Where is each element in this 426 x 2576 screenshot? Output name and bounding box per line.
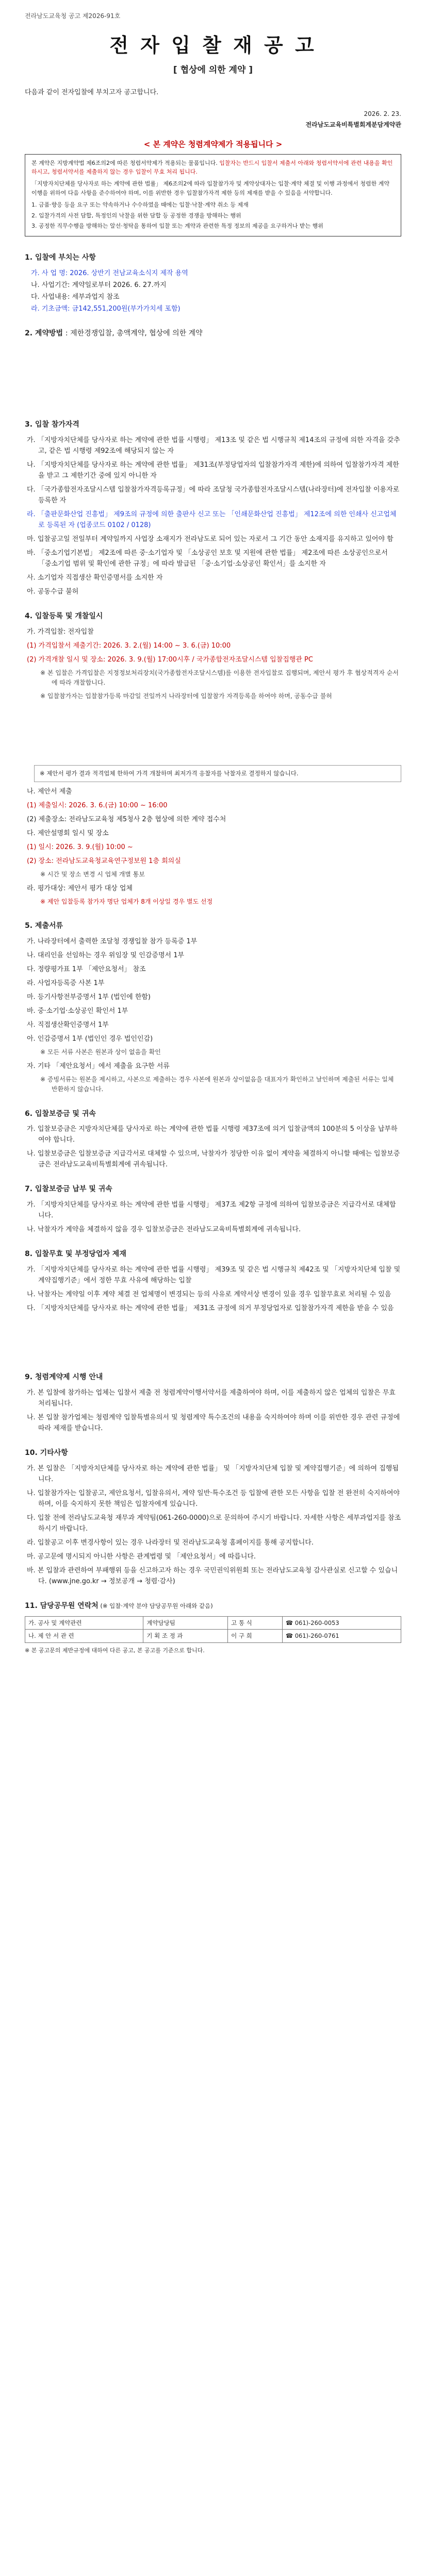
sec5-item: 바. 중·소기업·소상공인 확인서 1부 [27,1007,128,1015]
sec9-item: 가. 본 입찰에 참가하는 업체는 입찰서 제출 전 청렴계약이행서약서를 제출하여야 하며, 이를 제출하지 않은 업체의 입찰은 무효 처리됩니다. [27,1388,396,1408]
section-5-heading: 5. 제출서류 [25,922,63,930]
sec8-item: 가. 「지방자치단체를 당사자로 하는 계약에 관한 법률 시행령」 제39조 및 같은 법 시행규칙 제42조 및 「지방자치단체 입찰 및 계약집행기준」에서 정한 무효 사유에 해당하는 입찰 [27,1265,401,1284]
sec9-list [27,1387,401,1434]
sec3-list [27,435,401,598]
sec5-item: 라. 사업자등록증 사본 1부 [27,979,105,987]
sec5-item: 사. 직접생산확인증명서 1부 [27,1021,109,1029]
section-11-heading: 11. 담당공무원 연락처 (※ 입찰·계약 분야 담당공무원 아래와 같음) [25,1602,213,1611]
sec7-item: 나. 낙찰자가 계약을 체결하지 않을 경우 입찰보증금은 전라남도교육비특별회계에 귀속됩니다. [27,1226,301,1234]
sec7-item: 가. 「지방자치단체를 당사자로 하는 계약에 관한 법률 시행령」 제37조 제2항 규정에 의하여 입찰보증금은 지급각서로 대체합니다. [27,1201,396,1220]
contact-cell: 계약담당팀 [143,1616,228,1630]
sec5-item: 가. 나라장터에서 출력한 조달청 경쟁입찰 참가 등록증 1부 [27,937,198,945]
sec3-item: 사. 소기업자 직접생산 확인증명서를 소지한 자 [27,574,163,582]
sec4-note: ※ 입찰참가자는 입찰참가등록 마감일 전일까지 나라장터에 입찰참가 자격등록을 하여야 하며, 공동수급 불허 [40,692,332,700]
sec10-item: 마. 공고문에 명시되지 아니한 사항은 관계법령 및 「제안요청서」에 따릅니다. [27,1552,256,1561]
sec4-item: 다. 제안설명회 일시 및 장소 [27,829,109,838]
sec4-item: (2) 제출장소: 전라남도교육청 제5청사 2층 협상에 의한 계약 접수처 [27,816,226,824]
section-6-heading: 6. 입찰보증금 및 귀속 [25,1109,96,1118]
table-row [25,1630,401,1643]
sec3-item: 아. 공동수급 불허 [27,588,79,596]
integrity-banner: < 본 계약은 청렴계약제가 적용됩니다 > [143,140,283,149]
sec4-note: ※ 본 입찰은 가격입찰은 지정정보처리장치(국가종합전자조달시스템)를 이용한 전자입찰로 집행되며, 제안서 평가 후 협상적격자 순서에 따라 개찰합니다. [40,669,399,687]
notice-item: 1. 금품·향응 등을 요구 또는 약속하거나 수수하였을 때에는 입찰·낙찰·계약 취소 등 제재 [31,201,249,209]
sec4-box: ※ 제안서 평가 결과 적격업체 한하여 가격 개찰하며 최저가격 응찰자를 낙찰자로 결정하지 않습니다. [34,765,401,782]
notice-p1-red: 입찰자는 반드시 입찰서 제출서 아래와 청렴서약서에 관련 내용을 확인하시고, 청렴서약서를 제출하지 않는 경우 입찰이 무효 처리 됩니다. [31,159,393,176]
sec9-item: 나. 본 입찰 참가업체는 청렴계약 입찰특별유의서 및 청렴계약 특수조건의 내용을 숙지하여야 하며 이를 위반한 경우 관련 규정에 따라 제재를 받습니다. [27,1413,400,1432]
sec10-item: 나. 입찰참가자는 입찰공고, 제안요청서, 입찰유의서, 계약 일반·특수조건 등 입찰에 관한 모든 사항을 입찰 전 완전히 숙지하여야 하며, 이를 숙지하지 못한 책임은 입찰자에게 있습니다. [27,1489,400,1508]
sec4-note: ※ 시간 및 장소 변경 시 업체 개별 통보 [40,871,145,878]
page-subtitle: [ 협상에 의한 계약 ] [173,64,253,75]
sec3-item: 라. 「출판문화산업 진흥법」 제9조의 규정에 의한 출판사 신고 또는 「인쇄문화산업 진흥법」 제12조에 의한 인쇄사 신고업체로 등록된 자 (업종코드 0102 / 0128) [27,510,397,529]
table-row [25,1616,401,1630]
contract-method: : 제한경쟁입찰, 총액계약, 협상에 의한 계약 [65,329,203,338]
sec3-item: 마. 입찰공고일 전일부터 계약일까지 사업장 소재지가 전라남도로 되어 있는 자로서 그 기간 동안 소재지를 유지하고 있어야 함 [27,535,394,543]
sec4-item: (2) 가격개찰 일시 및 장소: 2026. 3. 9.(월) 17:00시후 / 국가종합전자조달시스템 입찰집행관 PC [27,655,313,664]
section-4-heading: 4. 입찰등록 및 개찰일시 [25,612,103,621]
sec5-note: ※ 모든 서류 사본은 원본과 상이 없음을 확인 [40,1048,161,1056]
sec10-item: 가. 본 입찰은 「지방자치단체를 당사자로 하는 계약에 관한 법률」 및 「지방자치단체 입찰 및 계약집행기준」에 의하여 집행됩니다. [27,1464,399,1483]
sec10-item: 바. 본 입찰과 관련하여 부패행위 등을 신고하고자 하는 경우 국민권익위원회 또는 전라남도교육청 감사관실로 신고할 수 있습니다. (www.jne.go.kr → 정보공개 → 청렴·감사) [27,1566,398,1586]
contact-cell: 기 획 조 정 과 [143,1630,228,1643]
sec4-item: 가. 가격입찰: 전자입찰 [27,628,94,636]
sec10-item: 라. 입찰공고 이후 변경사항이 있는 경우 나라장터 및 전라남도교육청 홈페이지를 통해 공지합니다. [27,1538,314,1547]
sec8-item: 다. 「지방자치단체를 당사자로 하는 계약에 관한 법률」 제31조 규정에 의거 부정당업자로 입찰참가자격 제한을 받을 수 있음 [27,1304,394,1313]
sec5-footnote: ※ 증빙서류는 원본을 제시하고, 사본으로 제출하는 경우 사본에 원본과 상이없음을 대표자가 확인하고 날인하며 제출된 서류는 일체 반환하지 않습니다. [40,1075,394,1093]
sec5-item: 아. 인감증명서 1부 (법인인 경우 법인인감) [27,1035,153,1043]
issuing-org: 전라남도교육비특별회계분담계약관 [305,121,401,128]
sec10-list [27,1463,401,1587]
sec6-item: 가. 입찰보증금은 지방자치단체를 당사자로 하는 계약에 관한 법률 시행령 제37조에 의거 입찰금액의 100분의 5 이상을 납부하여야 합니다. [27,1125,398,1144]
sec10-item: 다. 입찰 전에 전라남도교육청 재무과 계약팀(061-260-0000)으로 문의하여 주시기 바랍니다. 자세한 사항은 세부과업지를 참조하시기 바랍니다. [27,1514,401,1533]
sec1-row: 라. 기초금액: 금142,551,200원(부가가치세 포함) [31,305,181,313]
sec3-item: 가. 「지방자치단체를 당사자로 하는 계약에 관한 법률 시행령」 제13조 및 같은 법 시행규칙 제14조의 규정에 의한 자격을 갖추고, 같은 법 시행령 제92조에 해당되지 않는 자 [27,436,400,455]
section-9-heading: 9. 청렴계약제 시행 안내 [25,1373,103,1382]
sec1-row: 다. 사업내용: 세부과업지 참조 [31,293,120,301]
sec4-item: 나. 제안서 제출 [27,787,72,795]
notice-date: 2026. 2. 23. [364,110,401,117]
sec4-item: (1) 일시: 2026. 3. 9.(월) 10:00 ~ [27,843,133,852]
contact-cell: 이 구 희 [228,1630,283,1643]
contact-cell: ☎ 061)-260-0761 [282,1630,401,1643]
section-3-heading: 3. 입찰 참가자격 [25,420,79,429]
section-7-heading: 7. 입찰보증금 납부 및 귀속 [25,1185,112,1194]
section-1-heading: 1. 입찰에 부치는 사항 [25,253,96,262]
integrity-notice-box [25,154,401,237]
section-10-heading: 10. 기타사항 [25,1448,68,1457]
sec7-list [27,1199,401,1235]
sec3-item: 바. 「중소기업기본법」 제2조에 따른 중·소기업자 및 「소상공인 보호 및 지원에 관한 법률」 제2조에 따른 소상공인으로서 「중소기업 범위 및 확인에 관한 규정」에 따라 발급된 「중·소기업·소상공인 확인서」를 소지한 자 [27,549,388,568]
notice-item: 3. 공정한 직무수행을 방해하는 알선·청탁을 통하여 입찰 또는 계약과 관련한 특정 정보의 제공을 요구하거나 받는 행위 [31,222,323,229]
section-2-heading: 2. 계약방법 : 제한경쟁입찰, 총액계약, 협상에 의한 계약 [25,329,203,338]
sec4-note: ※ 제안 입찰등록 참가자 명단 업체가 8개 이상일 경우 별도 선정 [40,897,213,905]
sec4-item: (2) 장소: 전라남도교육청교육연구정보원 1층 회의실 [27,857,181,866]
notice-items [31,200,395,230]
sec1-row: 가. 사 업 명: 2026. 상반기 전남교육소식지 제작 용역 [31,269,188,278]
sec6-list [27,1124,401,1170]
sec6-item: 나. 입찰보증금은 입찰보증금 지급각서로 대체할 수 있으며, 낙찰자가 정당한 이유 없이 계약을 체결하지 아니할 때에는 입찰보증금은 전라남도교육비특별회계에 귀속됩니다. [27,1150,400,1169]
sec4-item: (1) 가격입찰서 제출기간: 2026. 3. 2.(월) 14:00 ~ 3. 6.(금) 10:00 [27,641,231,650]
sec8-item: 나. 낙찰자는 계약일 이후 계약 체결 전 업체명이 변경되는 등의 사유로 계약서상 변경이 있을 경우 입찰무효로 처리될 수 있음 [27,1290,391,1298]
contact-cell: ☎ 061)-260-0053 [282,1616,401,1630]
sec1-row: 나. 사업기간: 계약일로부터 2026. 6. 27.까지 [31,281,167,290]
sec4-list [27,626,401,907]
sec5-item: 나. 대리인을 선임하는 경우 위임장 및 인감증명서 1부 [27,951,185,959]
sec5-item: 다. 정량평가표 1부 「제안요청서」 참조 [27,965,146,973]
sec5-item: 자. 기타 「제안요청서」에서 제출을 요구한 서류 [27,1062,170,1070]
contact-cell: 가. 공사 및 계약관련 [25,1616,143,1630]
contact-table [25,1616,401,1643]
sec8-list [27,1264,401,1314]
contact-cell: 고 통 식 [228,1616,283,1630]
sec4-item: (1) 제출일시: 2026. 3. 6.(금) 10:00 ~ 16:00 [27,801,168,809]
sec4-item: 라. 평가대상: 제안서 평가 대상 업체 [27,884,133,892]
intro-text: 다음과 같이 전자입찰에 부치고자 공고합니다. [25,88,159,96]
sec3-item: 다. 「국가종합전자조달시스템 입찰참가자격등록규정」에 따라 조달청 국가종합전자조달시스템(나라장터)에 전자입찰 이용자로 등록한 자 [27,485,400,504]
notice-number: 전라남도교육청 공고 제2026-91호 [25,12,121,20]
sec3-item: 나. 「지방자치단체를 당사자로 하는 계약에 관한 법률」 제31조(부정당업자의 입찰참가자격 제한)에 의하여 입찰참가자격 제한을 받고 그 제한기간 중에 있지 아니한 자 [27,461,399,480]
notice-item: 2. 입찰가격의 사전 담합, 특정인의 낙찰을 위한 담합 등 공정한 경쟁을 방해하는 행위 [31,212,241,219]
sec5-item: 마. 등기사항전부증명서 1부 (법인에 한함) [27,993,151,1001]
notice-p1: 본 계약은 지방계약법 제6조의2에 따른 청렴서약제가 적용되는 물품입니다. [31,159,218,166]
section-8-heading: 8. 입찰무효 및 부정당업자 제재 [25,1250,126,1259]
contact-cell: 나. 제 안 서 관 련 [25,1630,143,1643]
sec5-list [27,936,401,1095]
page-title: 전 자 입 찰 재 공 고 [109,33,317,57]
footer-note: ※ 본 공고문의 제반규정에 대하여 다른 공고, 본 공고를 기준으로 합니다. [25,1647,205,1654]
notice-p2: 「지방자치단체를 당사자로 하는 계약에 관한 법률」 제6조의2에 따라 입찰참가자 및 계약상대자는 입찰·계약 체결 및 이행 과정에서 청렴한 계약 이행을 위하여 다음 사항을 준수하여야 하며, 이를 위반한 경우 입찰참가자격 제한 등의 제재를 받을 수 있음을 서약합니다. [31,180,389,196]
